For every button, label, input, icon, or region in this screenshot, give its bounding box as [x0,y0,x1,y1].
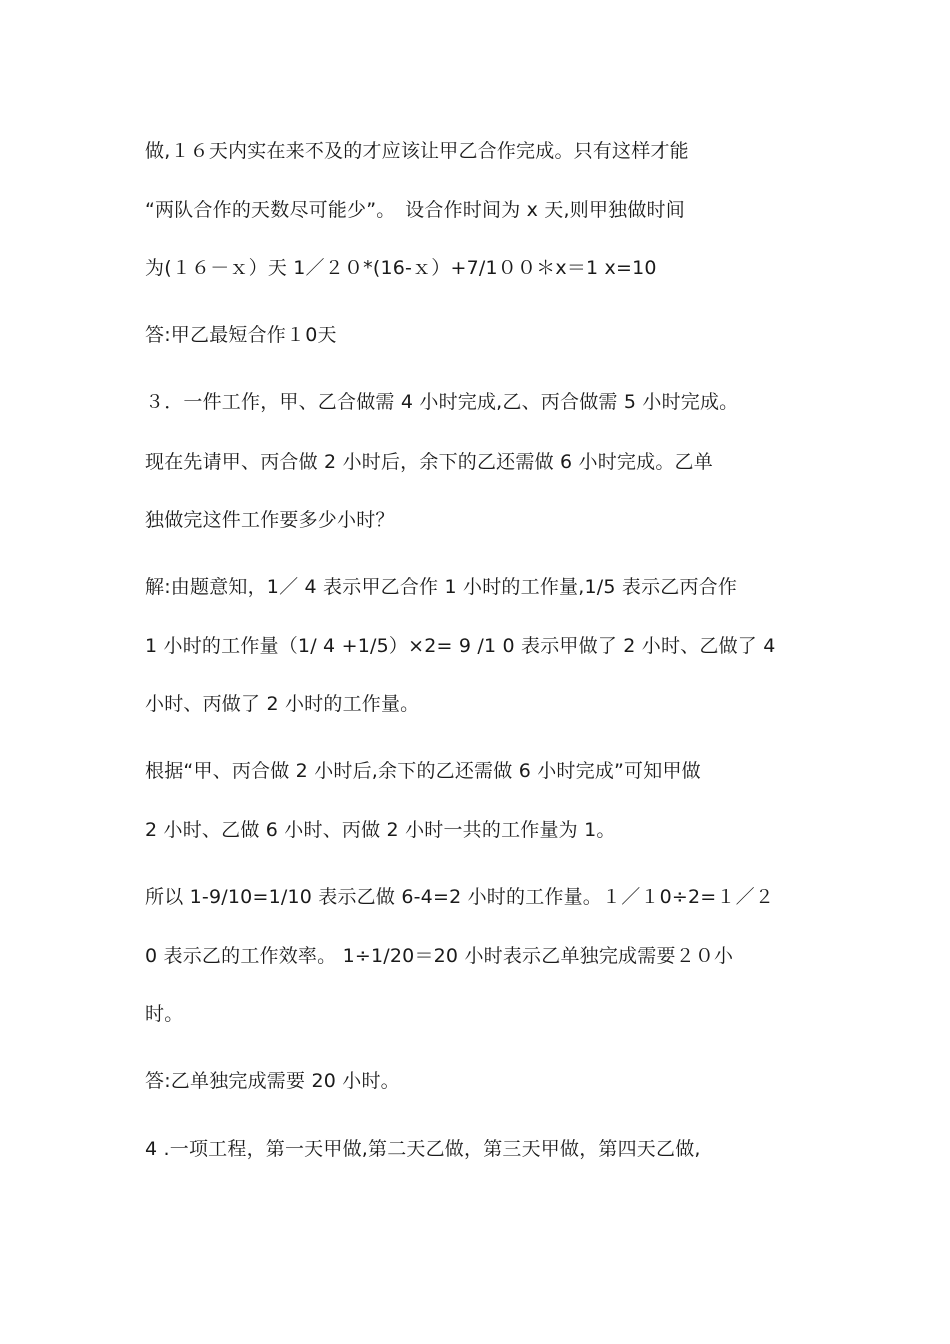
text-line: 答:甲乙最短合作１0天 [145,324,337,346]
text-line: ３．一件工作，甲、乙合做需 4 小时完成,乙、丙合做需 5 小时完成。 [145,391,739,413]
text-line: 小时、丙做了 2 小时的工作量。 [145,693,420,715]
text-line: 解:由题意知，1／ 4 表示甲乙合作 1 小时的工作量,1/5 表示乙丙合作 [145,576,738,598]
text-line: 根据“甲、丙合做 2 小时后,余下的乙还需做 6 小时完成”可知甲做 [145,760,701,782]
text-line: 4 .一项工程，第一天甲做,第二天乙做，第三天甲做，第四天乙做, [145,1138,701,1160]
text-line: 现在先请甲、丙合做 2 小时后，余下的乙还需做 6 小时完成。乙单 [145,451,713,473]
text-line: 2 小时、乙做 6 小时、丙做 2 小时一共的工作量为 1。 [145,819,616,841]
text-line: 做,１６天内实在来不及的才应该让甲乙合作完成。只有这样才能 [145,140,689,162]
text-line: 0 表示乙的工作效率。 1÷1/20＝20 小时表示乙单独完成需要２０小 [145,945,734,967]
text-line: 为(１６－ｘ）天 1／２０*(16-ｘ）+7/1００＊x＝1 x=10 [145,257,657,279]
text-line: “两队合作的天数尽可能少”。 设合作时间为 x 天,则甲独做时间 [145,199,685,221]
text-line: 时。 [145,1003,184,1025]
text-line: 答:乙单独完成需要 20 小时。 [145,1070,400,1092]
text-line: 所以 1-9/10=1/10 表示乙做 6-4=2 小时的工作量。１／１0÷2=１／２ [145,886,775,908]
text-line: 1 小时的工作量（1/ 4 +1/5）×2= 9 /1 0 表示甲做了 2 小时、乙做了 4 [145,635,776,657]
text-line: 独做完这件工作要多少小时？ [145,509,395,531]
